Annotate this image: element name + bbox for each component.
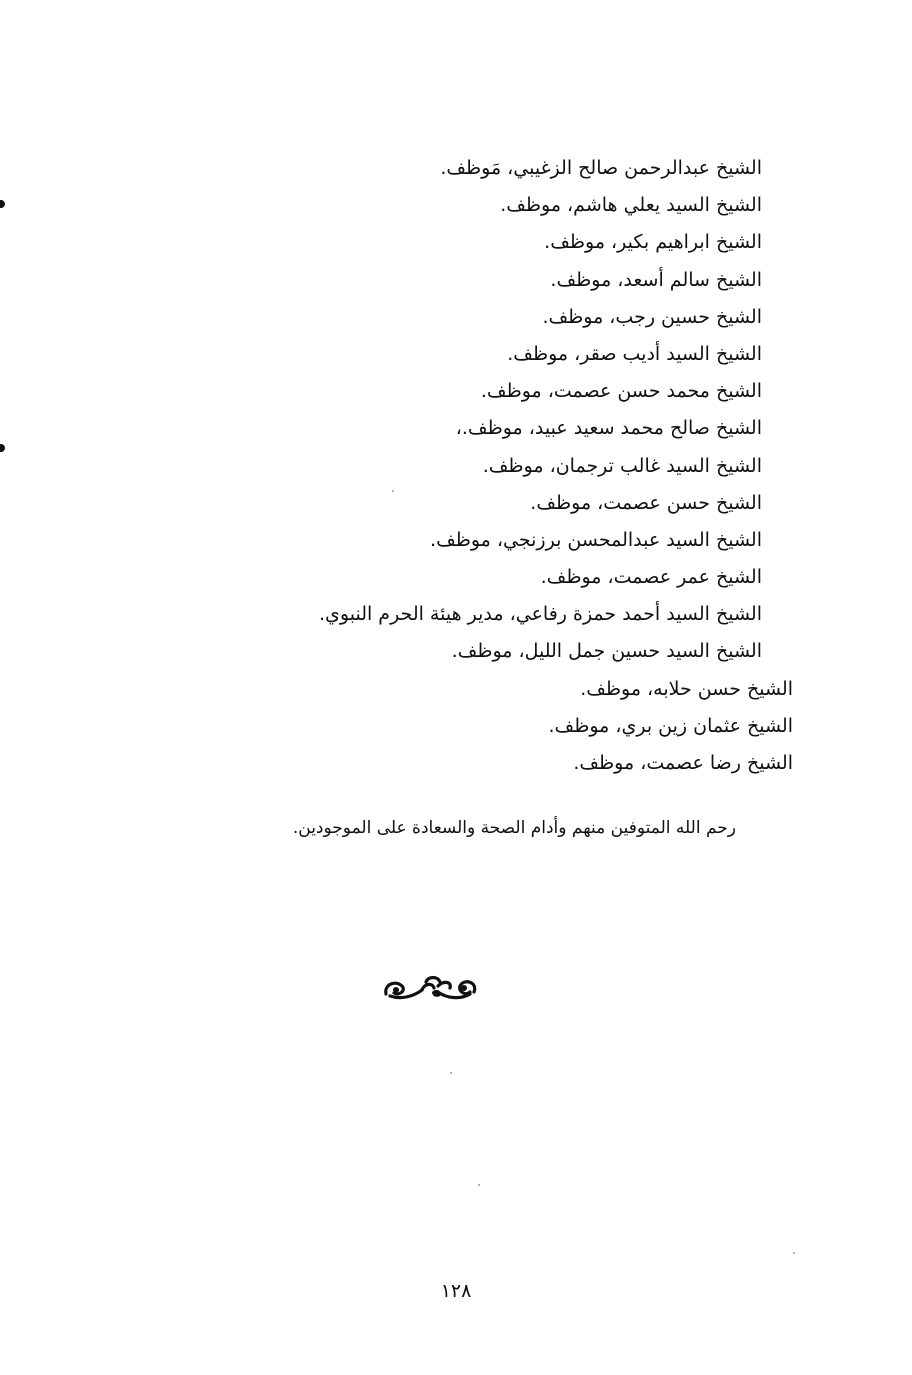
list-item: الشيخ محمد حسن عصمت، موظف. [480, 380, 762, 403]
list-item: الشيخ ابراهيم بكير، موظف. [544, 231, 762, 254]
list-item: الشيخ السيد غالب ترجمان، موظف. [482, 454, 762, 477]
binding-mark [0, 200, 5, 208]
list-item: الشيخ السيد حسين جمل الليل، موظف. [451, 640, 762, 663]
paper-speck [392, 490, 394, 492]
list-item: الشيخ حسن حلابه، موظف. [580, 677, 793, 700]
names-list [122, 150, 793, 782]
list-item: الشيخ عثمان زين بري، موظف. [548, 714, 793, 737]
list-item: الشيخ سالم أسعد، موظف. [550, 268, 762, 291]
paper-speck [450, 1072, 452, 1074]
page-number: ١٢٨ [440, 1280, 472, 1302]
list-item: الشيخ عمر عصمت، موظف. [540, 566, 762, 589]
binding-mark [0, 444, 5, 452]
list-item: الشيخ عبدالرحمن صالح الزغيبي، مَوظف. [440, 157, 762, 179]
paper-speck [478, 1184, 480, 1186]
list-item: الشيخ السيد يعلي هاشم، موظف. [500, 194, 762, 217]
closing-paragraph: رحم الله المتوفين منهم وأدام الصحة والسعادة على الموجودين. [292, 818, 736, 838]
list-item: الشيخ حسين رجب، موظف. [542, 305, 762, 328]
list-item: الشيخ السيد أديب صقر، موظف. [507, 342, 762, 365]
list-item: الشيخ رضا عصمت، موظف. [573, 752, 793, 774]
list-item: الشيخ صالح محمد سعيد عبيد، موظف.، [455, 417, 762, 440]
list-item: الشيخ السيد عبدالمحسن برزنجي، موظف. [430, 528, 762, 551]
floral-ornament-icon [380, 970, 480, 1004]
list-item: الشيخ حسن عصمت، موظف. [530, 491, 762, 514]
list-item: الشيخ السيد أحمد حمزة رفاعي، مدير هيئة الحرم النبوي. [319, 603, 762, 626]
paper-speck [793, 1252, 795, 1254]
